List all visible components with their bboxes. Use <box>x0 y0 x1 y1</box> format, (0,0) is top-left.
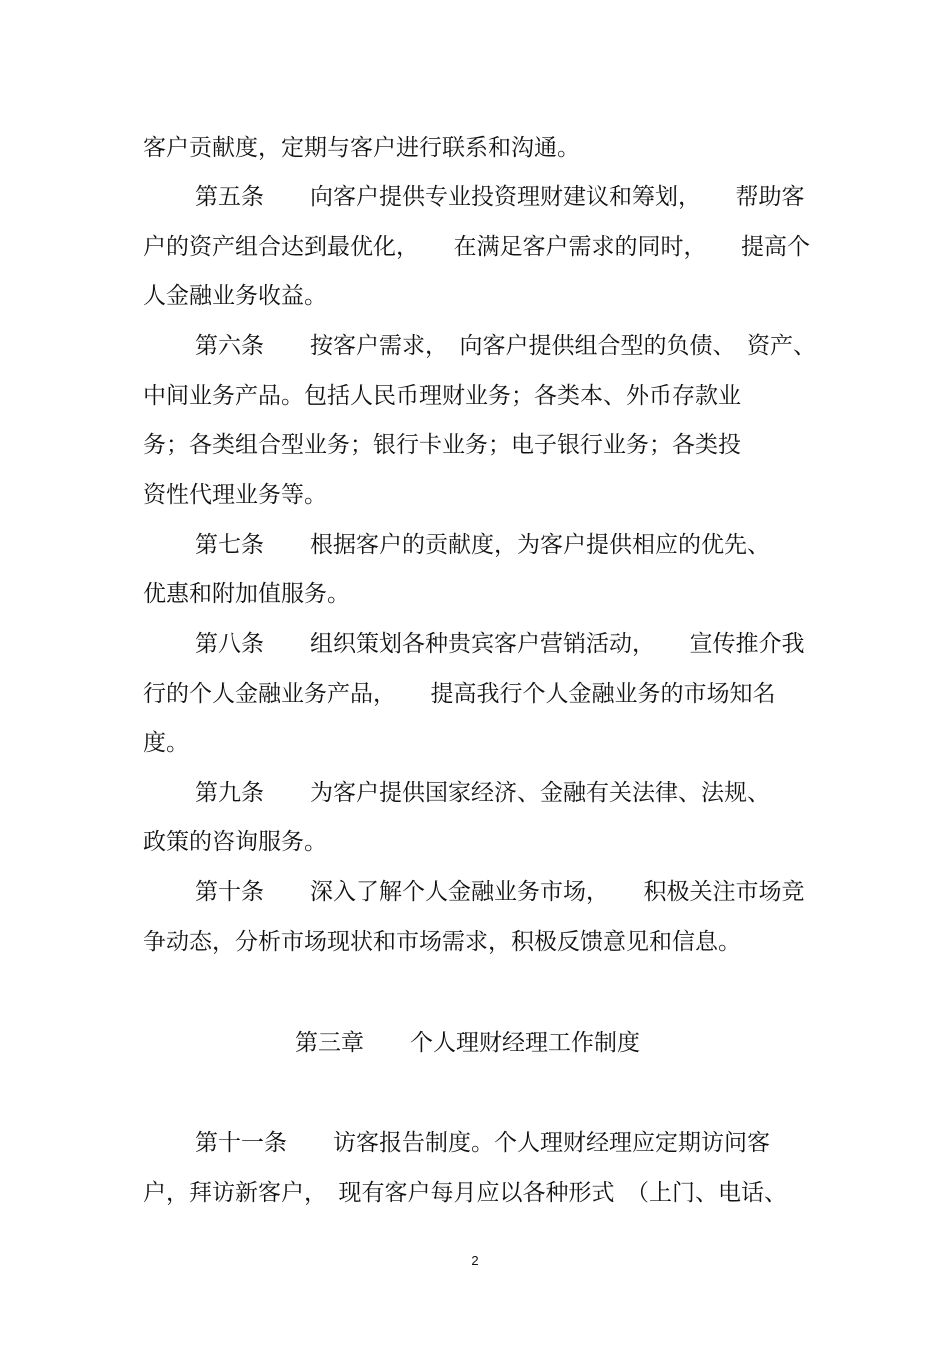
text-line: 第九条 为客户提供国家经济、金融有关法律、法规、 <box>195 780 770 806</box>
text-line: 度。 <box>143 730 189 756</box>
text-line: 户，拜访新客户， 现有客户每月应以各种形式 （上门、电话、 <box>143 1180 787 1206</box>
text-line: 政策的咨询服务。 <box>143 829 327 855</box>
text-line: 第十一条 访客报告制度。个人理财经理应定期访问客 <box>195 1130 770 1156</box>
text-line: 客户贡献度，定期与客户进行联系和沟通。 <box>143 135 580 161</box>
text-line: 行的个人金融业务产品， 提高我行个人金融业务的市场知名 <box>143 681 776 707</box>
chapter-heading: 第三章 个人理财经理工作制度 <box>295 1030 640 1056</box>
text-line: 中间业务产品。包括人民币理财业务；各类本、外币存款业 <box>143 383 741 409</box>
page-number: 2 <box>471 1253 479 1268</box>
text-line: 人金融业务收益。 <box>143 283 327 309</box>
text-line: 务；各类组合型业务；银行卡业务；电子银行业务；各类投 <box>143 432 741 458</box>
text-line: 第五条 向客户提供专业投资理财建议和筹划， 帮助客 <box>195 184 805 210</box>
text-line: 争动态，分析市场现状和市场需求，积极反馈意见和信息。 <box>143 929 741 955</box>
text-line: 第六条 按客户需求， 向客户提供组合型的负债、 资产、 <box>195 333 816 359</box>
text-line: 户的资产组合达到最优化， 在满足客户需求的同时， 提高个 <box>143 234 810 260</box>
text-line: 第七条 根据客户的贡献度，为客户提供相应的优先、 <box>195 532 770 558</box>
text-line: 第十条 深入了解个人金融业务市场， 积极关注市场竞 <box>195 879 805 905</box>
text-line: 第八条 组织策划各种贵宾客户营销活动， 宣传推介我 <box>195 631 805 657</box>
text-line: 优惠和附加值服务。 <box>143 581 350 607</box>
text-line: 资性代理业务等。 <box>143 482 327 508</box>
